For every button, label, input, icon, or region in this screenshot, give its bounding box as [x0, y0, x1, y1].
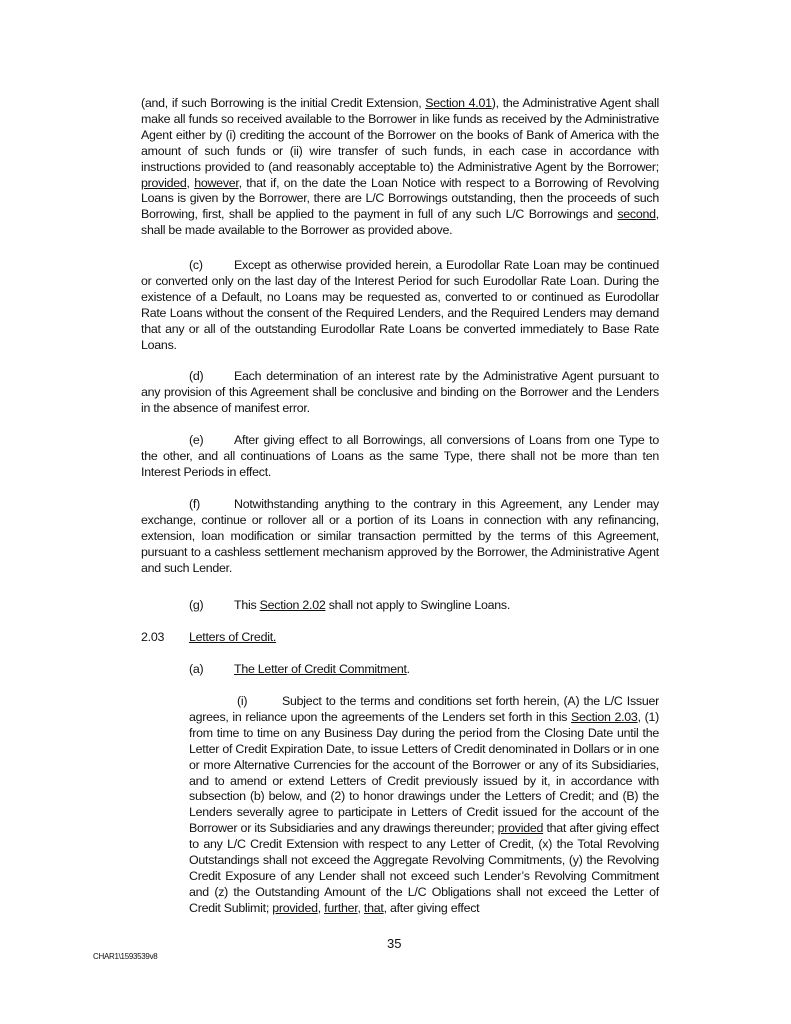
paragraph-e-label: (e) — [189, 433, 204, 447]
page-number: 35 — [387, 936, 402, 951]
provided-term: provided — [141, 175, 187, 190]
clause-i-label: (i) — [237, 694, 248, 708]
section-title: Letters of Credit. — [189, 630, 277, 644]
paragraph-f-text: Notwithstanding anything to the contrary in this Agreement, any Lender may exchange, continue or rollover all or a portion of its Loans in connection with any refinancing, extension, loan modification or similar transaction permitted by the terms of this Agreement, pursuant to a cashless settlement mechanism approved by the Borrower, the Administrative Agent and such Lender. — [141, 497, 659, 575]
paragraph-intro-text: (and, if such Borrowing is the initial Credit Extension, Section 4.01), the Administrative Agent shall make all funds so received available to the Borrower in like funds as received by the Administrative Agent either by (i) crediting the account of the Borrower on the books of Bank of America with the amount of such funds or (ii) wire transfer of such funds, in each case in accordance with instructions provided to (and reasonably acceptable to) the Administrative Agent by the Borrower; provided, however, that if, on the date the Loan Notice with respect to a Borrowing of Revolving Loans is given by the Borrower, there are L/C Borrowings outstanding, then the proceeds of such Borrowing, first, shall be applied to the payment in full of any such L/C Borrowings and second, shall be made available to the Borrower as provided above. — [141, 96, 659, 238]
document-id: CHAR1\1593539v8 — [93, 952, 158, 961]
paragraph-d-label: (d) — [189, 369, 204, 383]
paragraph-intro — [141, 96, 659, 239]
clause-i: (i) Subject to the terms and conditions set forth herein, (A) the L/C Issuer agrees, in reliance upon the agreements of the Lenders set forth in this Section 2.03, (1) from time to time on any Business Day during the period from the Closing Date until the Letter of Credit Expiration Date, to issue Letters of Credit denominated in Dollars or in one or more Alternative Currencies for the account of the Borrower or any of its Subsidiaries, and to amend or extend Letters of Credit previously issued by it, in accordance with subsection (b) below, and (2) to honor drawings under the Letters of Credit; and (B) the Lenders severally agree to participate in Letters of Credit issued for the account of the Borrower or its Subsidiaries and any drawings thereunder; provided that after giving effect to any L/C Credit Extension with respect to any Letter of Credit, (x) the Total Revolving Outstandings shall not exceed the Aggregate Revolving Commitments, (y) the Revolving Credit Exposure of any Lender shall not exceed such Lender’s Revolving Commitment and (z) the Outstanding Amount of the L/C Obligations shall not exceed the Letter of Credit Sublimit; provided, further, that, after giving effect — [189, 694, 660, 915]
subsection-a-title: The Letter of Credit Commitment — [234, 662, 407, 676]
second-term: second — [617, 207, 656, 222]
that-term: that — [363, 900, 384, 915]
paragraph-f — [141, 497, 659, 577]
provided-term: provided — [497, 821, 544, 836]
paragraph-e — [141, 433, 659, 481]
paragraph-g: (g) This Section 2.02 shall not apply to Swingline Loans. — [189, 598, 511, 612]
paragraph-d-text: Each determination of an interest rate by the Administrative Agent pursuant to any provision of this Agreement shall be conclusive and binding on the Borrower and the Lenders in the absence of manifest error. — [141, 369, 659, 415]
paragraph-e-text: After giving effect to all Borrowings, all conversions of Loans from one Type to the other, and all continuations of Loans as the same Type, there shall not be more than ten Interest Periods in effect. — [141, 433, 659, 479]
provided-term: provided — [272, 900, 318, 915]
section-4-01-reference: Section 4.01 — [425, 96, 492, 110]
section-2-03-heading — [141, 630, 276, 644]
subsection-a-label: (a) — [189, 662, 204, 676]
further-term: further — [324, 900, 358, 915]
paragraph-c-label: (c) — [189, 258, 203, 272]
section-2-03-reference: Section 2.03 — [571, 709, 638, 724]
paragraph-c-text: Except as otherwise provided herein, a Eurodollar Rate Loan may be continued or converted only on the last day of the Interest Period for such Eurodollar Rate Loan. During the existence of a Default, no Loans may be requested as, converted to or continued as Eurodollar Rate Loans without the consent of the Required Lenders, and the Required Lenders may demand that any or all of the outstanding Eurodollar Rate Loans be converted immediately to Base Rate Loans. — [141, 258, 659, 352]
however-term: however — [194, 175, 239, 190]
paragraph-d — [141, 369, 659, 417]
subsection-a-heading: (a) The Letter of Credit Commitment. — [189, 662, 410, 676]
section-number: 2.03 — [141, 630, 165, 644]
paragraph-f-label: (f) — [189, 497, 200, 511]
paragraph-c — [141, 258, 659, 353]
paragraph-g-label: (g) — [189, 598, 204, 612]
section-2-02-reference: Section 2.02 — [259, 598, 326, 612]
